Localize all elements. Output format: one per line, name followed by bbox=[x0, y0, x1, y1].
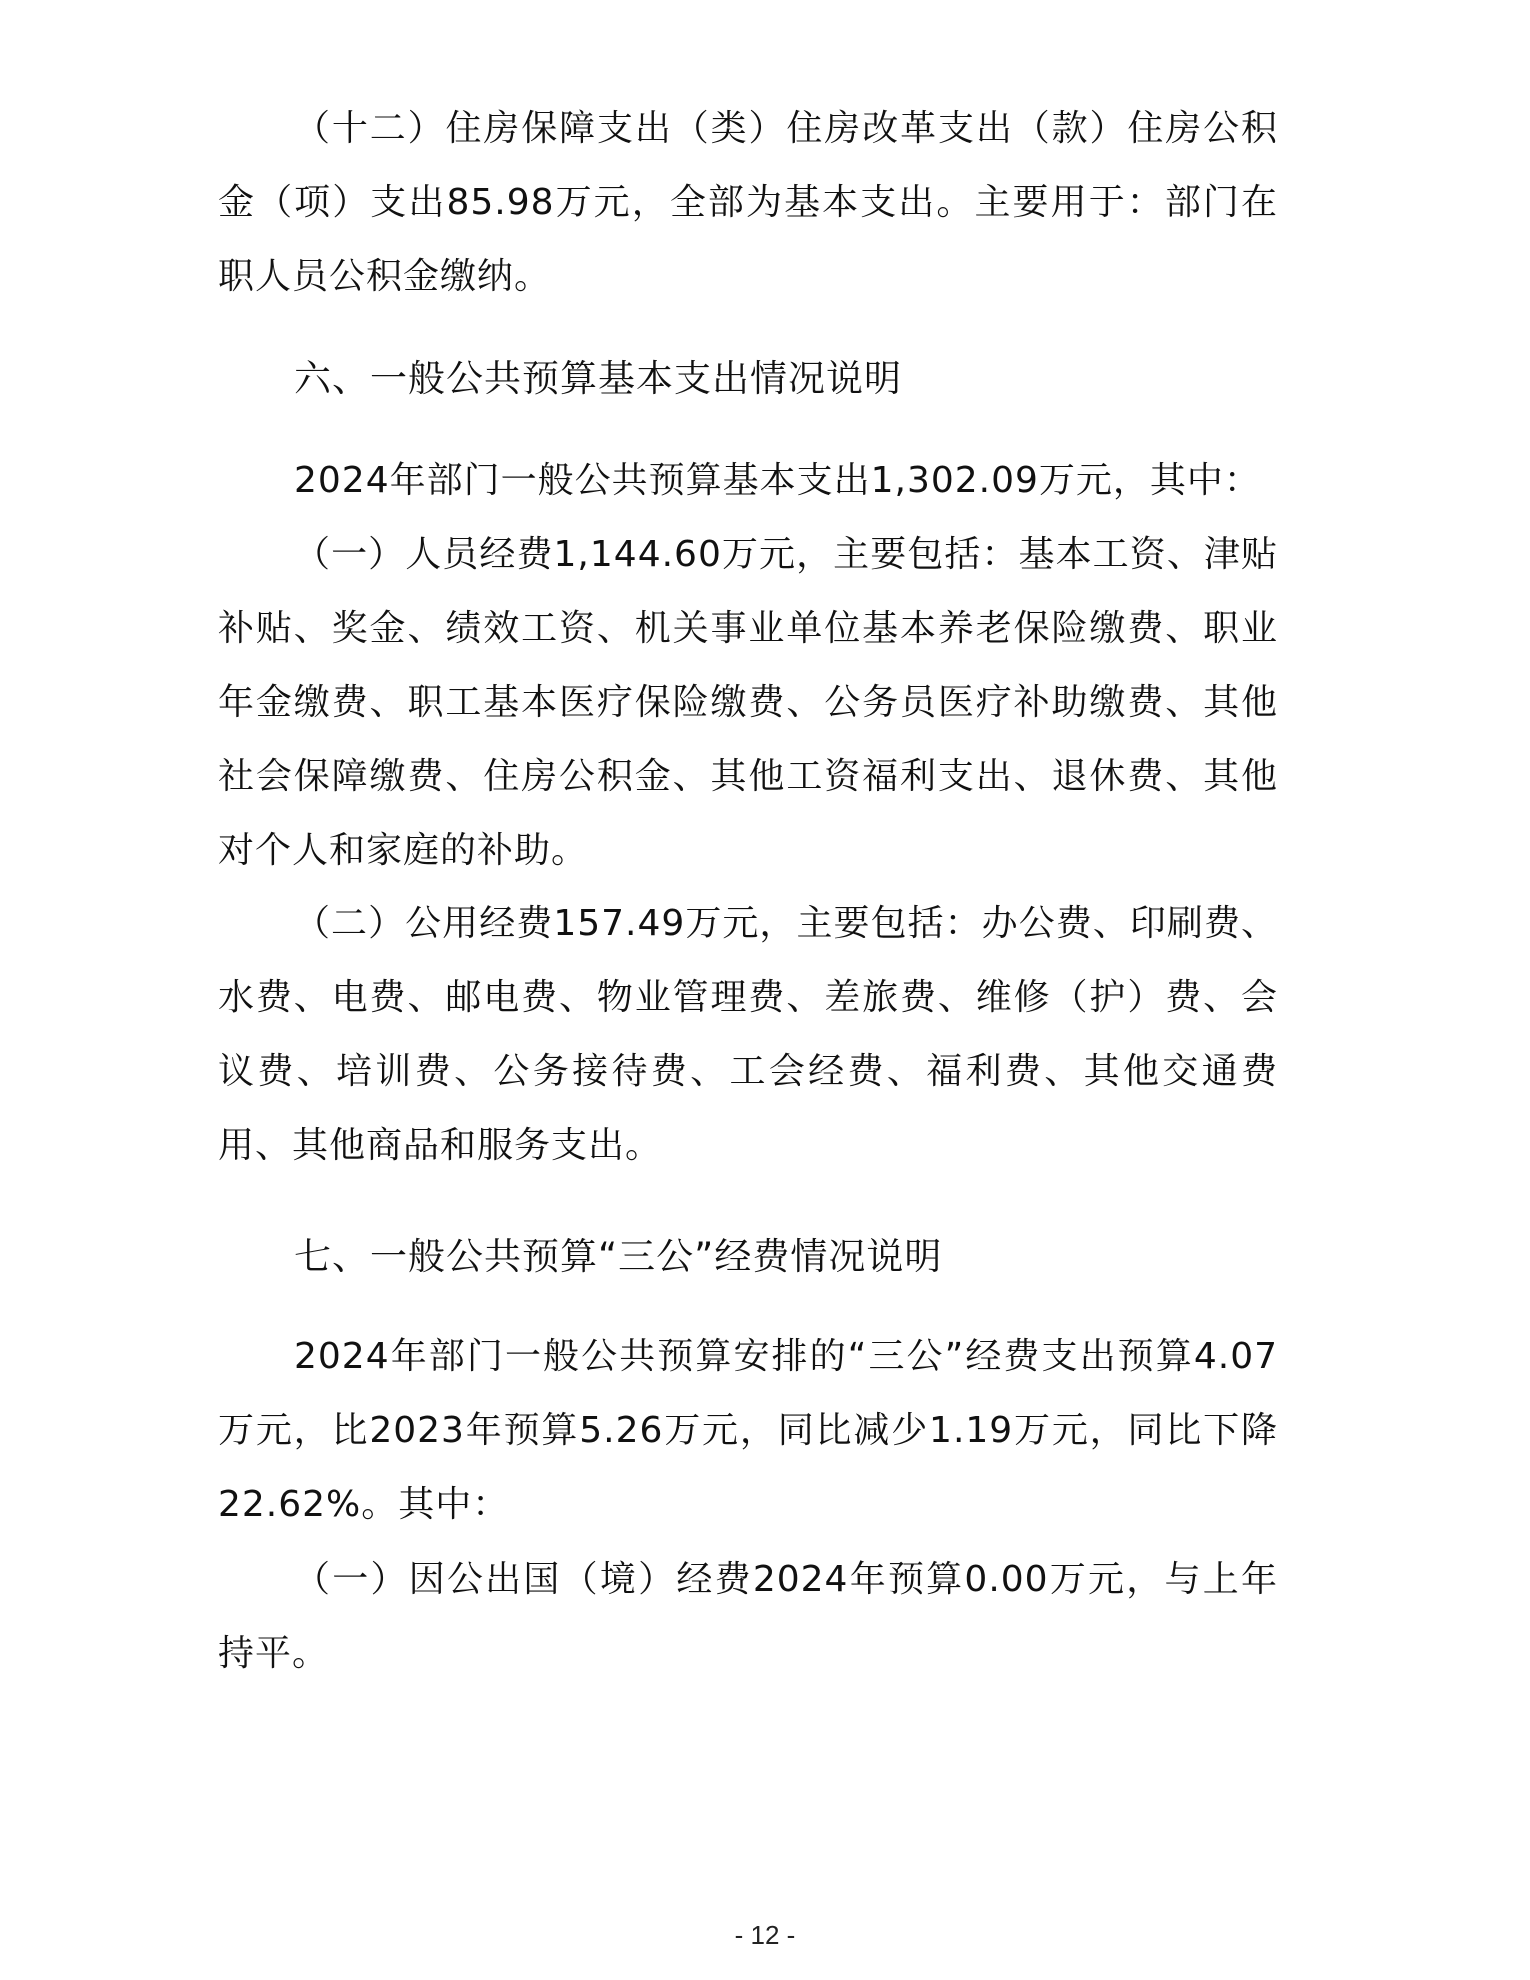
section-heading-6: 六、一般公共预算基本支出情况说明 bbox=[294, 357, 902, 400]
section-heading-7: 七、一般公共预算“三公”经费情况说明 bbox=[294, 1235, 943, 1278]
paragraph-basic-expenditure: 2024年部门一般公共预算基本支出1,302.09万元，其中： bbox=[294, 460, 1261, 501]
page-number: - 12 - bbox=[734, 1920, 796, 1950]
paragraph-overseas-expenses: （一）因公出国（境）经费2024年预算0.00万元，与上年持平。 bbox=[218, 1559, 1278, 1674]
paragraph-personnel-expenses: （一）人员经费1,144.60万元，主要包括：基本工资、津贴补贴、奖金、绩效工资、机关事业单位基本养老保险缴费、职业年金缴费、职工基本医疗保险缴费、公务员医疗补助缴费、其他社会保障缴费、住房公积金、其他工资福利支出、退休费、其他对个人和家庭的补助。 bbox=[218, 534, 1278, 871]
paragraph-housing-fund: （十二）住房保障支出（类）住房改革支出（款）住房公积金（项）支出85.98万元，全部为基本支出。主要用于：部门在职人员公积金缴纳。 bbox=[218, 108, 1278, 297]
paragraph-three-public-expenses: 2024年部门一般公共预算安排的“三公”经费支出预算4.07万元，比2023年预算5.26万元，同比减少1.19万元，同比下降22.62%。其中： bbox=[218, 1336, 1278, 1525]
paragraph-public-expenses: （二）公用经费157.49万元，主要包括：办公费、印刷费、水费、电费、邮电费、物业管理费、差旅费、维修（护）费、会议费、培训费、公务接待费、工会经费、福利费、其他交通费用、其他商品和服务支出。 bbox=[218, 903, 1278, 1166]
